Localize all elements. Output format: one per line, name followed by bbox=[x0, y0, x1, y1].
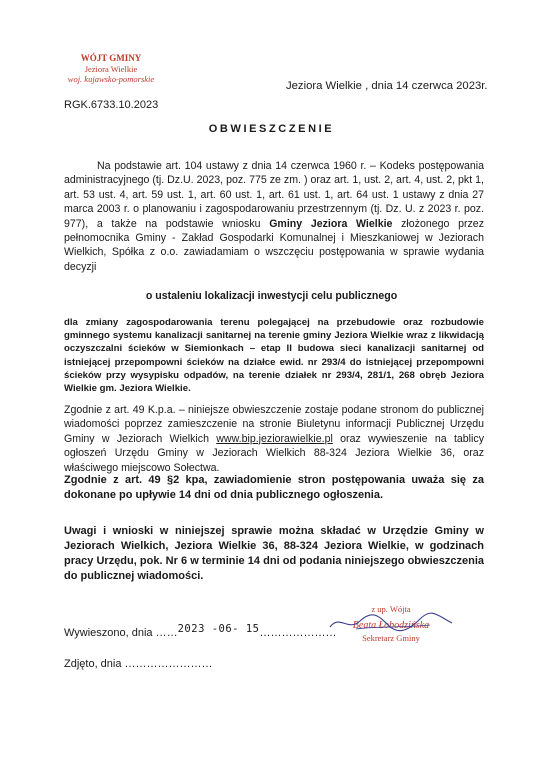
posted-date-stamp: 2023 -06- 15 bbox=[177, 623, 260, 635]
publication-text-cont: oraz wywieszenie na tablicy ogłoszeń Urzędu Gminy w Jeziorach Wielkich 88-324 Jeziora Wielkie 36, oraz właściwego miejscowo Sołectwa. bbox=[64, 432, 484, 474]
legal-basis-text-cont: złożonego przez pełnomocnika Gminy - Zakład Gospodarki Komunalnej i Mieszkaniowej w Jeziorach Wielkich, Spółka z o.o. zawiadamiam o wszczęciu postępowania w sprawie wydania decyzji bbox=[64, 217, 484, 273]
document-title: OBWIESZCZENIE bbox=[208, 123, 335, 135]
bip-link[interactable]: www.bip.jeziorawielkie.pl bbox=[216, 432, 333, 445]
legal-basis-paragraph bbox=[64, 159, 484, 274]
investment-description: dla zmiany zagospodarowania terenu polegającej na przebudowie oraz rozbudowie gminnego systemu kanalizacji sanitarnej na terenie gminy Jeziora Wielkie wraz z likwidacją oczyszczalni ścieków w Siemionkach – etap II budowa sieci kanalizacji sanitarnej od istniejącej przepompowni ścieków na działce ewid. nr 293/4 do istniejącej przepompowni ścieków przy wysypisku odpadów, na terenie działek nr 293/4, 281/1, 268 obręb Jeziora Wielkie gm. Jeziora Wielkie. bbox=[64, 317, 484, 395]
signature-name-text: Beata Łobodzińska bbox=[352, 620, 430, 631]
signature-role: Sekretarz Gminy bbox=[362, 633, 420, 643]
posted-date-line bbox=[64, 623, 337, 639]
place-and-date: Jeziora Wielkie , dnia 14 czerwca 2023r. bbox=[286, 80, 488, 92]
publication-paragraph bbox=[64, 403, 484, 475]
notification-paragraph: Zgodnie z art. 49 §2 kpa, zawiadomienie stron postępowania uważa się za dokonane po upływie 14 dni od dnia publicznego ogłoszenia. bbox=[64, 474, 484, 501]
reference-number: RGK.6733.10.2023 bbox=[64, 99, 159, 111]
posted-label: Wywieszono, dnia …… bbox=[64, 627, 178, 639]
stamp-line-municipality: Jeziora Wielkie bbox=[84, 63, 138, 74]
comments-paragraph: Uwagi i wnioski w niniejszej sprawie można składać w Urzędzie Gminy w Jeziorach Wielkich, Jeziora Wielkie 36, 88-324 Jeziora Wielkie, w godzinach pracy Urzędu, pok. Nr 6 w terminie 14 dni od podania niniejszego obwieszczenia do publicznej wiadomości. bbox=[64, 525, 484, 582]
removed-date-line: Zdjęto, dnia …………………… bbox=[64, 658, 213, 670]
official-stamp bbox=[36, 53, 186, 85]
handwritten-signature-icon bbox=[326, 612, 456, 634]
stamp-line-province: woj. kujawsko-pomorskie bbox=[67, 74, 155, 84]
signature-on-behalf: z up. Wójta bbox=[371, 604, 411, 614]
signature-stamp bbox=[316, 604, 466, 643]
applicant-name: Gminy Jeziora Wielkie bbox=[269, 217, 393, 230]
decision-subject: o ustaleniu lokalizacji inwestycji celu publicznego bbox=[145, 290, 398, 302]
signature-name bbox=[316, 620, 466, 631]
publication-text: Zgodnie z art. 49 K.p.a. – niniejsze obwieszczenie zostaje podane stronom do publicznej wiadomości poprzez zamieszczenie na stronie Biuletynu informacji Publicznej Urzędu Gminy w Jeziorach Wielkich bbox=[64, 404, 484, 445]
posted-dots: ………………… bbox=[259, 627, 337, 639]
legal-basis-text: Na podstawie art. 104 ustawy z dnia 14 czerwca 1960 r. – Kodeks postępowania administracyjnego (tj. Dz.U. 2023, poz. 775 ze zm. ) oraz art. 1, ust. 2, art. 4, ust. 2, pkt 1, art. 53 ust. 4, art. 59 ust. 1, art. 60 ust. 1, art. 61 ust. 1, art. 64 ust. 1 ustawy z dnia 27 marca 2003 r. o planowaniu i zagospodarowaniu przestrzennym (tj. Dz. U. z 2023 r. poz. 977), a także na podstawie wniosku bbox=[64, 160, 484, 230]
stamp-line-office: WÓJT GMINY bbox=[80, 53, 142, 63]
